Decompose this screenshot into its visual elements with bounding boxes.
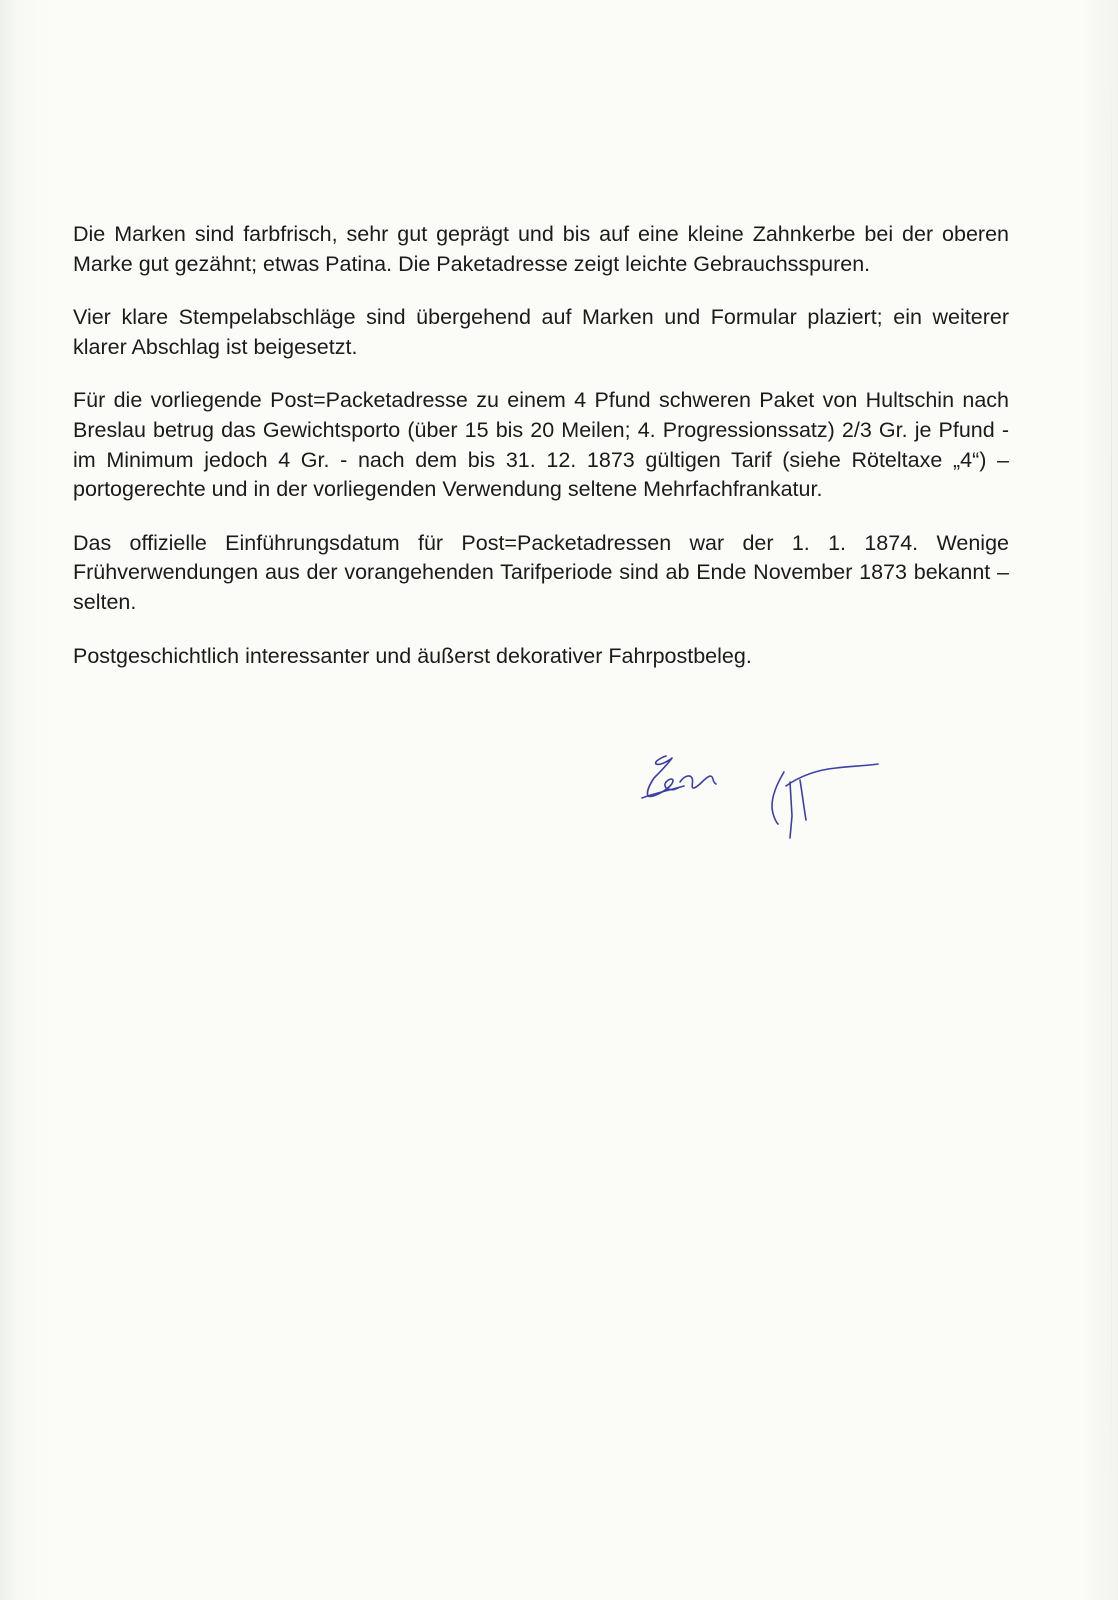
signature-drawing: [640, 752, 900, 852]
paragraph-introduction-date: Das offizielle Einführungsdatum für Post=Packetadressen war der 1. 1. 1874. Wenige Frühverwendungen aus der vorangehenden Tarifperiode sind ab Ende November 1873 bekannt – selten.: [73, 530, 1009, 614]
document-body: [73, 220, 1009, 695]
paragraph-condition: Die Marken sind farbfrisch, sehr gut geprägt und bis auf eine kleine Zahnkerbe bei der oberen Marke gut gezähnt; etwas Patina. Die Paketadresse zeigt leichte Gebrauchsspuren.: [73, 222, 1009, 276]
handwritten-signature: [640, 752, 900, 852]
paragraph-cancellations: Vier klare Stempelabschläge sind übergehend auf Marken und Formular plaziert; ein weiterer klarer Abschlag ist beigesetzt.: [73, 305, 1009, 359]
paper-edge: [1111, 0, 1112, 1600]
paragraph-postage-rate: Für die vorliegende Post=Packetadresse zu einem 4 Pfund schweren Paket von Hultschin nach Breslau betrug das Gewichtsporto (über 15 bis 20 Meilen; 4. Progressionssatz) 2/3 Gr. je Pfund - im Minimum jedoch 4 Gr. - nach dem bis 31. 12. 1873 gültigen Tarif (siehe Röteltaxe „4“) – portogerechte und in der vorliegenden Verwendung seltene Mehrfachfrankatur.: [73, 388, 1009, 502]
paragraph-summary: Postgeschichtlich interessanter und äußerst dekorativer Fahrpostbeleg.: [73, 643, 752, 668]
